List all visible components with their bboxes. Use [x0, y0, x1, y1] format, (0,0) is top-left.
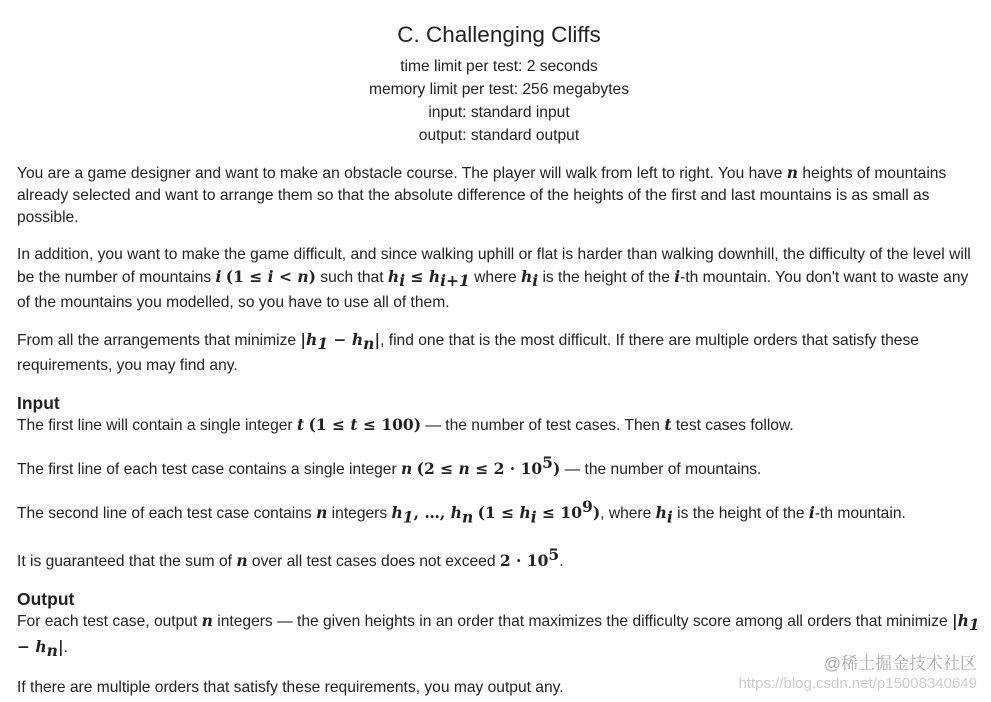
math-subscript: i [666, 507, 673, 527]
math-var: i [808, 503, 815, 523]
math-expr: (1 ≤ [225, 267, 268, 286]
math-expr: , …, [413, 503, 451, 523]
math-var: n [401, 459, 413, 479]
math-expr: (1 ≤ [477, 503, 520, 523]
math-var: n [201, 610, 213, 630]
math-var: n [786, 163, 799, 182]
math-var: h [351, 330, 364, 350]
math-expr: | [951, 610, 958, 630]
math-var: i [215, 267, 222, 286]
math-superscript: 5 [542, 453, 553, 473]
text-run: From all the arrangements that minimize [17, 332, 301, 350]
text-run: For each test case, output [17, 612, 202, 630]
text-run: is the height of the [672, 505, 809, 523]
math-var: h [655, 503, 667, 523]
math-expr: − [17, 637, 36, 656]
math-expr: ) [552, 459, 561, 479]
math-expr: | [300, 330, 307, 350]
math-expr: ) [308, 267, 316, 286]
math-var: t [296, 415, 305, 435]
problem-title: C. Challenging Cliffs [397, 22, 601, 47]
text-run: , where [600, 505, 656, 523]
paragraph [17, 452, 981, 481]
math-subscript: i [532, 271, 539, 291]
text-run: You are a game designer and want to make an obstacle course. The player will walk from left to right. You have [17, 165, 787, 182]
math-var: h [306, 330, 318, 350]
math-var: h [520, 267, 533, 286]
text-run: In addition, you want to make the game difficult, and since walking uphill or flat is harder than walking downhill, the difficulty of the level will be the number of mountains [17, 246, 971, 286]
math-expr: ≤ 10 [536, 503, 583, 523]
memory-limit: memory limit per test: 256 megabytes [369, 81, 629, 98]
math-superscript: 5 [548, 544, 560, 564]
paragraph [17, 162, 981, 229]
math-subscript: i+1 [440, 271, 470, 291]
text-run: where [469, 269, 521, 286]
watermark [738, 654, 977, 694]
math-superscript: 9 [582, 497, 593, 517]
paragraph [17, 244, 981, 314]
text-run: integers [327, 505, 392, 523]
math-expr: ) [592, 503, 601, 523]
math-expr: ≤ 2 · 10 [469, 459, 543, 479]
math-subscript: 1 [968, 615, 980, 634]
text-run: heights of mountains already selected and want to arrange them so that the absolute difference of the heights of the first and last mountains is as small as possible. [17, 165, 947, 226]
math-var: n [236, 550, 248, 570]
math-subscript: n [363, 334, 375, 354]
input-heading: Input [17, 393, 60, 414]
problem-limits [17, 55, 981, 147]
text-run: . [559, 552, 564, 570]
math-var: h [387, 267, 400, 286]
legend-section [17, 162, 981, 377]
math-expr: | [57, 637, 64, 656]
math-var: h [450, 503, 462, 523]
math-expr: − [328, 330, 352, 350]
math-var: t [664, 415, 672, 435]
text-run: test cases follow. [671, 417, 794, 435]
input-section [17, 414, 981, 573]
paragraph [17, 496, 981, 528]
output-type: output: standard output [418, 127, 580, 144]
math-var: n [458, 459, 470, 479]
math-var: h [519, 503, 531, 523]
math-var: i [674, 267, 681, 286]
math-expr: ≤ [405, 267, 429, 286]
watermark-site: @稀土掘金技术社区 [823, 654, 977, 673]
math-var: h [391, 503, 403, 523]
math-subscript: i [399, 271, 406, 291]
math-expr: | [374, 330, 381, 350]
math-var: h [35, 637, 47, 656]
text-run: The first line of each test case contains a single integer [17, 461, 401, 479]
text-run: — the number of test cases. Then [421, 417, 665, 435]
math-expr: ≤ 100) [357, 415, 422, 435]
text-run: over all test cases does not exceed [247, 552, 500, 570]
text-run: The first line will contain a single integer [17, 417, 297, 435]
watermark-url: https://blog.csdn.net/p15008340649 [738, 675, 977, 692]
paragraph [17, 329, 981, 377]
math-var: n [297, 267, 309, 286]
output-heading: Output [17, 588, 75, 609]
math-expr: (1 ≤ [308, 415, 351, 435]
text-run: — the number of mountains. [560, 461, 762, 479]
math-var: h [957, 610, 969, 630]
text-run: -th mountain. You don't want to waste any of the mountains you modelled, so you have to use all of them. [17, 269, 969, 312]
text-run: It is guaranteed that the sum of [17, 552, 237, 570]
math-var: i [267, 267, 274, 286]
text-run: integers — the given heights in an order that maximizes the difficulty score among all orders that minimize [212, 612, 952, 630]
time-limit: time limit per test: 2 seconds [400, 58, 598, 75]
input-type: input: standard input [428, 104, 570, 121]
math-expr: (2 ≤ [416, 459, 459, 479]
math-var: n [316, 503, 328, 523]
paragraph [17, 544, 981, 573]
math-expr: < [273, 267, 298, 286]
text-run: , find one that is the most difficult. If there are multiple orders that satisfy these requirements, you may find any. [17, 332, 919, 375]
math-subscript: 1 [317, 334, 329, 354]
problem-statement [0, 21, 991, 699]
math-subscript: i [530, 507, 537, 527]
text-run: If there are multiple orders that satisfy these requirements, you may output any. [17, 679, 564, 697]
paragraph [17, 414, 981, 437]
math-subscript: n [461, 507, 474, 527]
text-run: is the height of the [538, 269, 675, 286]
math-subscript: 1 [402, 507, 414, 527]
text-run: such that [315, 269, 388, 286]
text-run: The second line of each test case contains [17, 505, 317, 523]
math-expr: 2 · 10 [499, 550, 549, 570]
text-run: . [63, 639, 68, 656]
math-var: t [350, 415, 358, 435]
math-var: h [428, 267, 441, 286]
text-run: -th mountain. [814, 505, 906, 523]
math-subscript: n [46, 641, 58, 661]
